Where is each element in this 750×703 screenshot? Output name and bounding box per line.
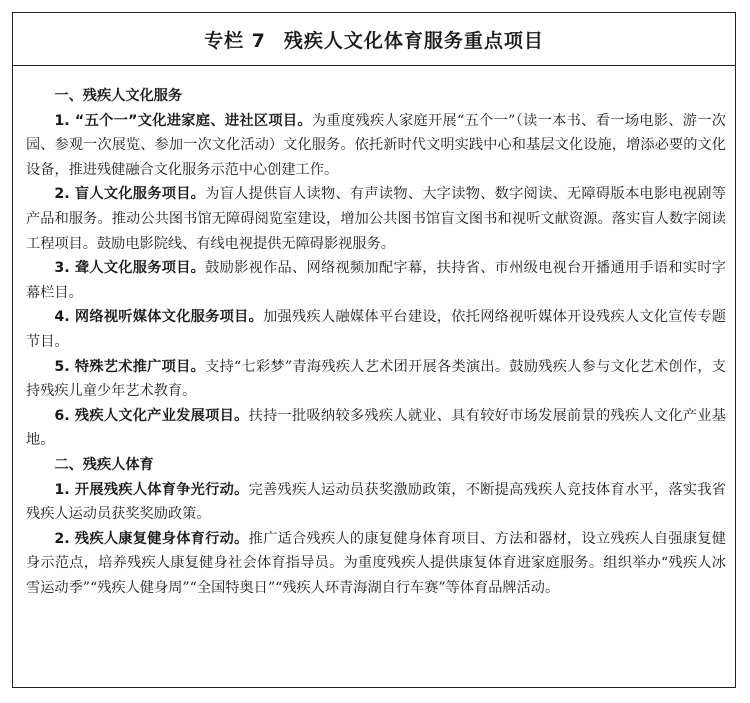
title-bar xyxy=(13,13,735,66)
item-text: 推广适合残疾人的康复健身体育项目、方法和器材，设立残疾人自强康复健身示范点，培养残疾人康复健身社会体育指导员。为重度残疾人提供康复体育进家庭服务。组织举办“残疾人冰雪运动季”“残疾人健身周”“全国特奥日”“残疾人环青海湖自行车赛”等体育品牌活动。 xyxy=(26,530,726,596)
list-item xyxy=(26,527,726,601)
list-item xyxy=(26,256,726,305)
item-text: 支持“七彩梦”青海残疾人艺术团开展各类演出。鼓励残疾人参与文化艺术创作，支持残疾儿童少年艺术教育。 xyxy=(26,358,726,400)
box-content xyxy=(26,84,726,600)
item-lead: 5. 特殊艺术推广项目。 xyxy=(54,358,206,375)
item-lead: 6. 残疾人文化产业发展项目。 xyxy=(54,407,249,424)
list-item xyxy=(26,182,726,256)
item-text: 扶持一批吸纳较多残疾人就业、具有较好市场发展前景的残疾人文化产业基地。 xyxy=(26,407,726,449)
item-text: 完善残疾人运动员获奖激励政策，不断提高残疾人竞技体育水平，落实我省残疾人运动员获奖奖励政策。 xyxy=(26,481,726,523)
item-text: 鼓励影视作品、网络视频加配字幕，扶持省、市州级电视台开播通用手语和实时字幕栏目。 xyxy=(26,260,726,301)
section-heading-culture: 一、残疾人文化服务 xyxy=(54,88,183,104)
item-lead: 2. 残疾人康复健身体育行动。 xyxy=(54,530,249,547)
item-text: 为重度残疾人家庭开展“五个一”（读一本书、看一场电影、游一次园、参观一次展览、参加一次文化活动）文化服务。依托新时代文明实践中心和基层文化设施，增添必要的文化设备，推进残健融合文化服务示范中心创建工作。 xyxy=(26,112,726,178)
title-text: 残疾人文化体育服务重点项目 xyxy=(283,29,544,52)
item-text: 加强残疾人融媒体平台建设，依托网络视听媒体开设残疾人文化宣传专题节目。 xyxy=(26,309,726,350)
item-lead: 3. 聋人文化服务项目。 xyxy=(54,260,206,277)
list-item xyxy=(26,355,726,404)
item-text: 为盲人提供盲人读物、有声读物、大字读物、数字阅读、无障碍版本电影电视剧等产品和服务。推动公共图书馆无障碍阅览室建设，增加公共图书馆盲文图书和视听文献资源。落实盲人数字阅读工程项目。鼓励电影院线、有线电视提供无障碍影视服务。 xyxy=(26,186,726,252)
section-heading-sports: 二、残疾人体育 xyxy=(54,456,154,473)
box-title xyxy=(204,26,544,53)
list-item xyxy=(26,305,726,354)
list-item xyxy=(26,109,726,183)
item-lead: 4. 网络视听媒体文化服务项目。 xyxy=(54,309,264,326)
list-item xyxy=(26,404,726,453)
column-label: 专栏 7 xyxy=(204,29,266,52)
item-lead: 1. 开展残疾人体育争光行动。 xyxy=(54,481,249,498)
list-item xyxy=(26,478,726,527)
item-lead: 1. “五个一”文化进家庭、进社区项目。 xyxy=(54,112,312,129)
item-lead: 2. 盲人文化服务项目。 xyxy=(54,186,206,203)
